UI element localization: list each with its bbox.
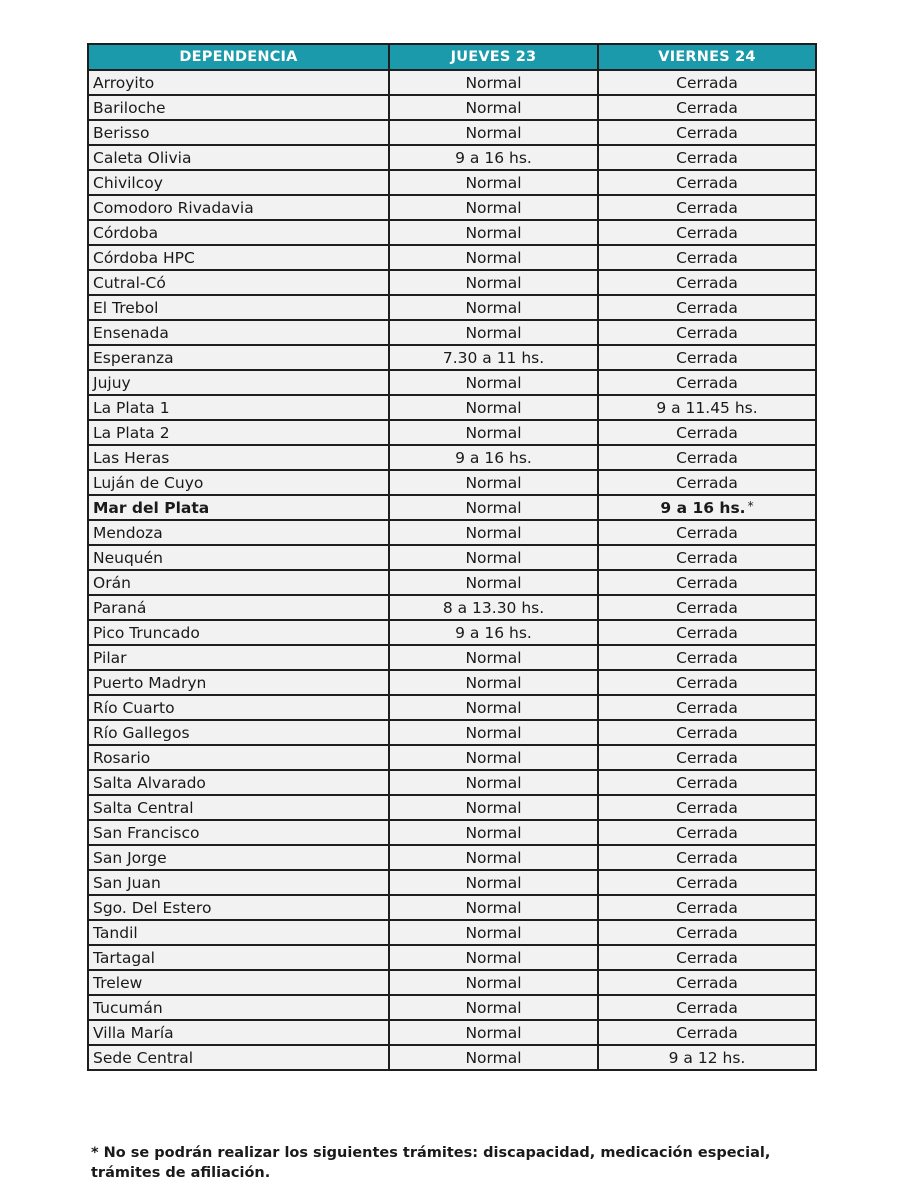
cell-viernes [598, 445, 816, 470]
cell-viernes-value: Cerrada [676, 573, 738, 592]
table-row [88, 295, 816, 320]
cell-jueves: Normal [389, 170, 598, 195]
cell-viernes [598, 695, 816, 720]
cell-jueves: Normal [389, 1045, 598, 1070]
cell-dependencia: La Plata 1 [88, 395, 389, 420]
table-row [88, 720, 816, 745]
cell-viernes [598, 370, 816, 395]
cell-jueves: Normal [389, 1020, 598, 1045]
cell-viernes [598, 745, 816, 770]
cell-viernes [598, 195, 816, 220]
cell-dependencia: Bariloche [88, 95, 389, 120]
cell-dependencia: La Plata 2 [88, 420, 389, 445]
cell-dependencia: Tandil [88, 920, 389, 945]
cell-jueves: 9 a 16 hs. [389, 620, 598, 645]
cell-jueves: 9 a 16 hs. [389, 145, 598, 170]
cell-viernes-value: Cerrada [676, 123, 738, 142]
cell-viernes-value: Cerrada [676, 848, 738, 867]
cell-jueves: Normal [389, 845, 598, 870]
table-row [88, 245, 816, 270]
cell-viernes-value: Cerrada [676, 673, 738, 692]
table-row [88, 795, 816, 820]
cell-viernes-value: Cerrada [676, 873, 738, 892]
cell-viernes-value: 9 a 12 hs. [668, 1048, 746, 1067]
table-row [88, 370, 816, 395]
cell-viernes-value: Cerrada [676, 948, 738, 967]
cell-dependencia: Rosario [88, 745, 389, 770]
cell-jueves: Normal [389, 295, 598, 320]
cell-dependencia: Neuquén [88, 545, 389, 570]
cell-viernes-value: Cerrada [676, 698, 738, 717]
table-row [88, 120, 816, 145]
cell-viernes [598, 770, 816, 795]
footnote: * No se podrán realizar los siguientes trámites: discapacidad, medicación especial, trámites de afiliación. [91, 1145, 771, 1181]
cell-viernes [598, 420, 816, 445]
cell-viernes [598, 120, 816, 145]
table-row [88, 945, 816, 970]
cell-dependencia: Comodoro Rivadavia [88, 195, 389, 220]
cell-jueves: Normal [389, 395, 598, 420]
cell-viernes [598, 895, 816, 920]
cell-jueves: Normal [389, 745, 598, 770]
cell-viernes-value: Cerrada [676, 73, 738, 92]
cell-viernes-value: 9 a 11.45 hs. [656, 398, 758, 417]
table-row [88, 745, 816, 770]
table-row [88, 895, 816, 920]
table-row [88, 1020, 816, 1045]
cell-dependencia: Chivilcoy [88, 170, 389, 195]
cell-viernes-value: Cerrada [676, 748, 738, 767]
cell-viernes-value: Cerrada [676, 148, 738, 167]
cell-viernes [598, 720, 816, 745]
table-row [88, 695, 816, 720]
cell-jueves: Normal [389, 70, 598, 95]
table-row [88, 520, 816, 545]
cell-viernes-value: Cerrada [676, 823, 738, 842]
cell-jueves: Normal [389, 320, 598, 345]
cell-jueves: Normal [389, 470, 598, 495]
cell-viernes-value: Cerrada [676, 1023, 738, 1042]
cell-viernes-value: 9 a 16 hs. [660, 498, 746, 517]
cell-viernes [598, 1045, 816, 1070]
table-row [88, 70, 816, 95]
cell-dependencia: San Juan [88, 870, 389, 895]
cell-viernes-value: Cerrada [676, 773, 738, 792]
cell-jueves: Normal [389, 820, 598, 845]
table-row [88, 470, 816, 495]
cell-jueves: Normal [389, 545, 598, 570]
table-row [88, 670, 816, 695]
cell-jueves: Normal [389, 995, 598, 1020]
cell-viernes-value: Cerrada [676, 98, 738, 117]
cell-viernes-value: Cerrada [676, 373, 738, 392]
cell-viernes [598, 545, 816, 570]
cell-viernes [598, 920, 816, 945]
cell-viernes-value: Cerrada [676, 423, 738, 442]
schedule-table [87, 43, 817, 1071]
table-row [88, 1045, 816, 1070]
cell-jueves: Normal [389, 920, 598, 945]
cell-dependencia: Arroyito [88, 70, 389, 95]
cell-dependencia: Ensenada [88, 320, 389, 345]
cell-jueves: Normal [389, 670, 598, 695]
table-header [88, 44, 816, 70]
cell-jueves: Normal [389, 120, 598, 145]
cell-viernes [598, 345, 816, 370]
table-row [88, 395, 816, 420]
cell-viernes-value: Cerrada [676, 648, 738, 667]
cell-viernes-value: Cerrada [676, 523, 738, 542]
cell-viernes [598, 1020, 816, 1045]
cell-viernes-value: Cerrada [676, 923, 738, 942]
table-row [88, 95, 816, 120]
table-row [88, 970, 816, 995]
cell-dependencia: Paraná [88, 595, 389, 620]
cell-dependencia: Mar del Plata [88, 495, 389, 520]
cell-jueves: Normal [389, 945, 598, 970]
cell-viernes-value: Cerrada [676, 173, 738, 192]
cell-viernes [598, 245, 816, 270]
cell-dependencia: San Jorge [88, 845, 389, 870]
cell-viernes [598, 320, 816, 345]
footnote-marker: * [747, 498, 754, 513]
cell-viernes [598, 70, 816, 95]
cell-dependencia: Córdoba [88, 220, 389, 245]
cell-viernes [598, 95, 816, 120]
cell-jueves: Normal [389, 795, 598, 820]
table-row [88, 420, 816, 445]
cell-viernes-value: Cerrada [676, 623, 738, 642]
header-jueves: JUEVES 23 [389, 44, 598, 70]
cell-jueves: Normal [389, 720, 598, 745]
cell-jueves: Normal [389, 770, 598, 795]
cell-viernes-value: Cerrada [676, 973, 738, 992]
cell-jueves: Normal [389, 220, 598, 245]
cell-dependencia: Luján de Cuyo [88, 470, 389, 495]
table-body [88, 70, 816, 1070]
cell-viernes [598, 670, 816, 695]
table-row [88, 320, 816, 345]
cell-dependencia: Villa María [88, 1020, 389, 1045]
cell-dependencia: Esperanza [88, 345, 389, 370]
cell-viernes [598, 995, 816, 1020]
cell-dependencia: Las Heras [88, 445, 389, 470]
table-row [88, 870, 816, 895]
cell-viernes [598, 620, 816, 645]
table-row [88, 570, 816, 595]
table-row [88, 645, 816, 670]
cell-viernes-value: Cerrada [676, 198, 738, 217]
cell-dependencia: Tartagal [88, 945, 389, 970]
cell-viernes-value: Cerrada [676, 223, 738, 242]
table-row [88, 845, 816, 870]
table-row [88, 620, 816, 645]
cell-viernes-value: Cerrada [676, 323, 738, 342]
cell-viernes-value: Cerrada [676, 548, 738, 567]
cell-dependencia: Trelew [88, 970, 389, 995]
table-row [88, 345, 816, 370]
cell-jueves: Normal [389, 695, 598, 720]
cell-viernes-value: Cerrada [676, 248, 738, 267]
table-row [88, 995, 816, 1020]
cell-dependencia: Mendoza [88, 520, 389, 545]
cell-viernes [598, 970, 816, 995]
cell-viernes-value: Cerrada [676, 448, 738, 467]
cell-viernes-value: Cerrada [676, 898, 738, 917]
cell-viernes [598, 395, 816, 420]
header-viernes: VIERNES 24 [598, 44, 816, 70]
cell-viernes-value: Cerrada [676, 998, 738, 1017]
cell-viernes [598, 820, 816, 845]
cell-viernes [598, 145, 816, 170]
table-row [88, 270, 816, 295]
cell-viernes [598, 495, 816, 520]
cell-jueves: Normal [389, 195, 598, 220]
cell-jueves: 9 a 16 hs. [389, 445, 598, 470]
table-row [88, 595, 816, 620]
cell-jueves: 7.30 a 11 hs. [389, 345, 598, 370]
cell-jueves: Normal [389, 95, 598, 120]
table-row [88, 770, 816, 795]
cell-jueves: Normal [389, 420, 598, 445]
cell-jueves: Normal [389, 895, 598, 920]
cell-dependencia: El Trebol [88, 295, 389, 320]
cell-viernes [598, 470, 816, 495]
table-row [88, 495, 816, 520]
table-row [88, 820, 816, 845]
cell-dependencia: Pilar [88, 645, 389, 670]
cell-viernes-value: Cerrada [676, 298, 738, 317]
cell-jueves: Normal [389, 970, 598, 995]
cell-viernes-value: Cerrada [676, 348, 738, 367]
cell-viernes [598, 220, 816, 245]
cell-viernes-value: Cerrada [676, 723, 738, 742]
table-row [88, 445, 816, 470]
cell-jueves: Normal [389, 270, 598, 295]
cell-jueves: Normal [389, 245, 598, 270]
cell-dependencia: Berisso [88, 120, 389, 145]
cell-dependencia: Pico Truncado [88, 620, 389, 645]
cell-dependencia: Río Cuarto [88, 695, 389, 720]
cell-dependencia: Salta Alvarado [88, 770, 389, 795]
cell-viernes [598, 845, 816, 870]
table-row [88, 220, 816, 245]
cell-jueves: Normal [389, 520, 598, 545]
cell-viernes [598, 645, 816, 670]
cell-viernes-value: Cerrada [676, 473, 738, 492]
cell-dependencia: Salta Central [88, 795, 389, 820]
table-row [88, 545, 816, 570]
cell-dependencia: Cutral-Có [88, 270, 389, 295]
cell-viernes [598, 170, 816, 195]
cell-dependencia: Orán [88, 570, 389, 595]
cell-jueves: Normal [389, 645, 598, 670]
cell-dependencia: Sede Central [88, 1045, 389, 1070]
cell-viernes-value: Cerrada [676, 273, 738, 292]
cell-dependencia: Puerto Madryn [88, 670, 389, 695]
cell-viernes [598, 795, 816, 820]
cell-dependencia: San Francisco [88, 820, 389, 845]
cell-dependencia: Sgo. Del Estero [88, 895, 389, 920]
cell-dependencia: Córdoba HPC [88, 245, 389, 270]
header-row [88, 44, 816, 70]
cell-viernes [598, 870, 816, 895]
cell-viernes-value: Cerrada [676, 798, 738, 817]
table-row [88, 170, 816, 195]
cell-viernes [598, 595, 816, 620]
cell-jueves: Normal [389, 870, 598, 895]
table-row [88, 195, 816, 220]
cell-dependencia: Caleta Olivia [88, 145, 389, 170]
cell-viernes [598, 295, 816, 320]
table-row [88, 145, 816, 170]
table-row [88, 920, 816, 945]
cell-dependencia: Río Gallegos [88, 720, 389, 745]
cell-viernes [598, 520, 816, 545]
cell-jueves: Normal [389, 570, 598, 595]
cell-jueves: 8 a 13.30 hs. [389, 595, 598, 620]
cell-dependencia: Jujuy [88, 370, 389, 395]
cell-jueves: Normal [389, 495, 598, 520]
cell-viernes-value: Cerrada [676, 598, 738, 617]
cell-dependencia: Tucumán [88, 995, 389, 1020]
cell-viernes [598, 570, 816, 595]
header-dependencia: DEPENDENCIA [88, 44, 389, 70]
cell-viernes [598, 945, 816, 970]
cell-jueves: Normal [389, 370, 598, 395]
cell-viernes [598, 270, 816, 295]
